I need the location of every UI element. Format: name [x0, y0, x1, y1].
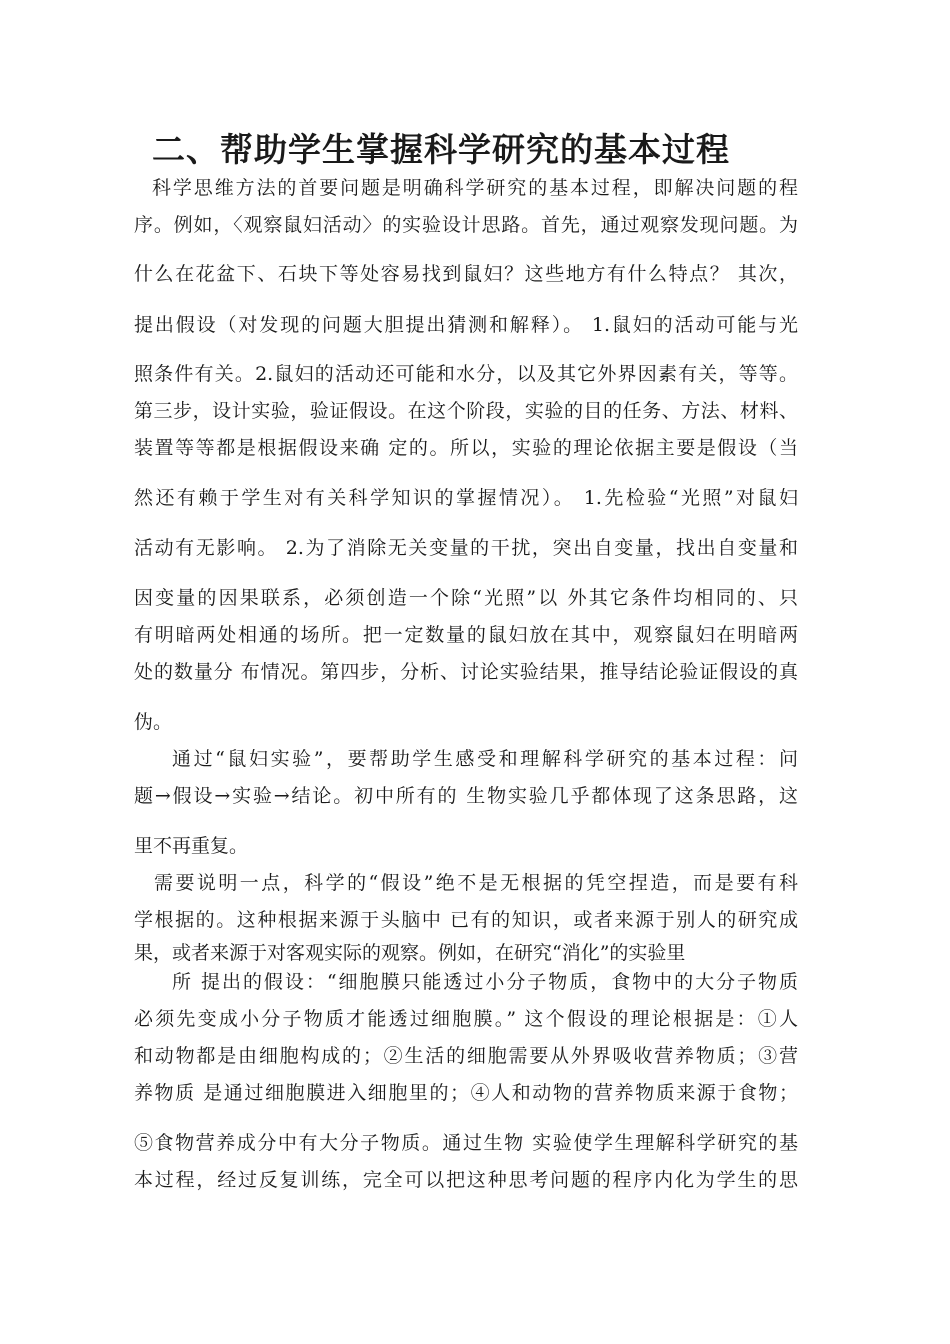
paragraph-line: 果，或者来源于对客观实际的观察。例如，在研究“消化”的实验里 — [134, 942, 686, 964]
paragraph-line: 必须先变成小分子物质才能透过细胞膜。” 这个假设的理论根据是：①人 — [134, 1008, 798, 1030]
paragraph-line: 通过“鼠妇实验”，要帮助学生感受和理解科学研究的基本过程：问 — [172, 748, 798, 770]
paragraph-line: 里不再重复。 — [134, 835, 249, 857]
paragraph-line: 照条件有关。2.鼠妇的活动还可能和水分，以及其它外界因素有关，等等。 — [134, 363, 798, 385]
document-title: 二、帮助学生掌握科学研究的基本过程 — [152, 130, 730, 169]
paragraph-line: 学根据的。这种根据来源于头脑中 已有的知识，或者来源于别人的研究成 — [134, 909, 798, 931]
paragraph-line: 活动有无影响。 2.为了消除无关变量的干扰，突出自变量，找出自变量和 — [134, 537, 798, 559]
paragraph-line: 处的数量分 布情况。第四步，分析、讨论实验结果，推导结论验证假设的真 — [134, 661, 798, 683]
paragraph-line: 和动物都是由细胞构成的；②生活的细胞需要从外界吸收营养物质；③营 — [134, 1045, 798, 1067]
paragraph-line: 科学思维方法的首要问题是明确科学研究的基本过程，即解决问题的程 — [152, 177, 798, 199]
paragraph-line: 养物质 是通过细胞膜进入细胞里的；④人和动物的营养物质来源于食物； — [134, 1082, 798, 1104]
paragraph-line: 第三步，设计实验，验证假设。在这个阶段，实验的目的任务、方法、材料、 — [134, 400, 798, 422]
paragraph-line: 序。例如，〈观察鼠妇活动〉的实验设计思路。首先，通过观察发现问题。为 — [134, 214, 798, 236]
paragraph-line: 需要说明一点，科学的“假设”绝不是无根据的凭空捏造，而是要有科 — [154, 872, 798, 894]
paragraph-line: ⑤食物营养成分中有大分子物质。通过生物 实验使学生理解科学研究的基 — [134, 1132, 798, 1154]
paragraph-line: 因变量的因果联系，必须创造一个除“光照”以 外其它条件均相同的、只 — [134, 587, 798, 609]
paragraph-line: 然还有赖于学生对有关科学知识的掌握情况）。 1.先检验“光照”对鼠妇 — [134, 487, 798, 509]
paragraph-line: 所 提出的假设：“细胞膜只能透过小分子物质，食物中的大分子物质 — [172, 971, 798, 993]
paragraph-line: 什么在花盆下、石块下等处容易找到鼠妇？这些地方有什么特点？ 其次， — [134, 263, 798, 285]
paragraph-line: 装置等等都是根据假设来确 定的。所以，实验的理论依据主要是假设（当 — [134, 437, 798, 459]
paragraph-line: 有明暗两处相通的场所。把一定数量的鼠妇放在其中，观察鼠妇在明暗两 — [134, 624, 798, 646]
paragraph-line: 本过程，经过反复训练，完全可以把这种思考问题的程序内化为学生的思 — [134, 1169, 798, 1191]
paragraph-line: 提出假设（对发现的问题大胆提出猜测和解释）。 1.鼠妇的活动可能与光 — [134, 314, 798, 336]
paragraph-line: 伪。 — [134, 711, 173, 733]
paragraph-line: 题→假设→实验→结论。初中所有的 生物实验几乎都体现了这条思路，这 — [134, 785, 798, 807]
